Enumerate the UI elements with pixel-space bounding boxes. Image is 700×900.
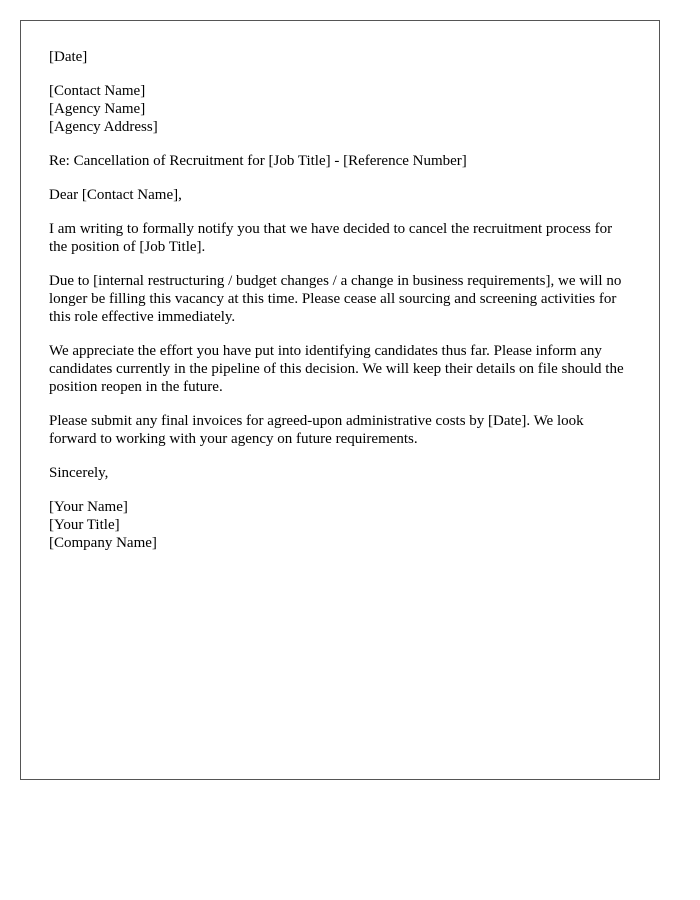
letter-closing: Sincerely, xyxy=(49,465,109,481)
signature-title: [Your Title] xyxy=(49,517,120,533)
letter-subject: Re: Cancellation of Recruitment for [Job Title] - [Reference Number] xyxy=(49,153,467,169)
letter-body xyxy=(49,48,633,568)
letter-page xyxy=(20,20,660,780)
recipient-agency-address: [Agency Address] xyxy=(49,119,158,135)
signature-company: [Company Name] xyxy=(49,535,157,551)
signature-name: [Your Name] xyxy=(49,499,128,515)
body-paragraph-3: We appreciate the effort you have put into identifying candidates thus far. Please inform any candidates currently in the pipeline of this decision. We will keep their details on file should the position reopen in the future. xyxy=(49,343,624,395)
body-paragraph-4: Please submit any final invoices for agreed-upon administrative costs by [Date]. We look forward to working with your agency on future requirements. xyxy=(49,413,584,447)
letter-salutation: Dear [Contact Name], xyxy=(49,187,182,203)
recipient-contact-name: [Contact Name] xyxy=(49,83,146,99)
body-paragraph-2: Due to [internal restructuring / budget changes / a change in business requirements], we will no longer be filling this vacancy at this time. Please cease all sourcing and screening activities for this role effective immediately. xyxy=(49,273,622,325)
signature-block xyxy=(49,498,633,552)
recipient-block xyxy=(49,82,633,136)
body-paragraph-1: I am writing to formally notify you that we have decided to cancel the recruitment process for the position of [Job Title]. xyxy=(49,221,613,255)
recipient-agency-name: [Agency Name] xyxy=(49,101,146,117)
letter-date: [Date] xyxy=(49,49,88,65)
